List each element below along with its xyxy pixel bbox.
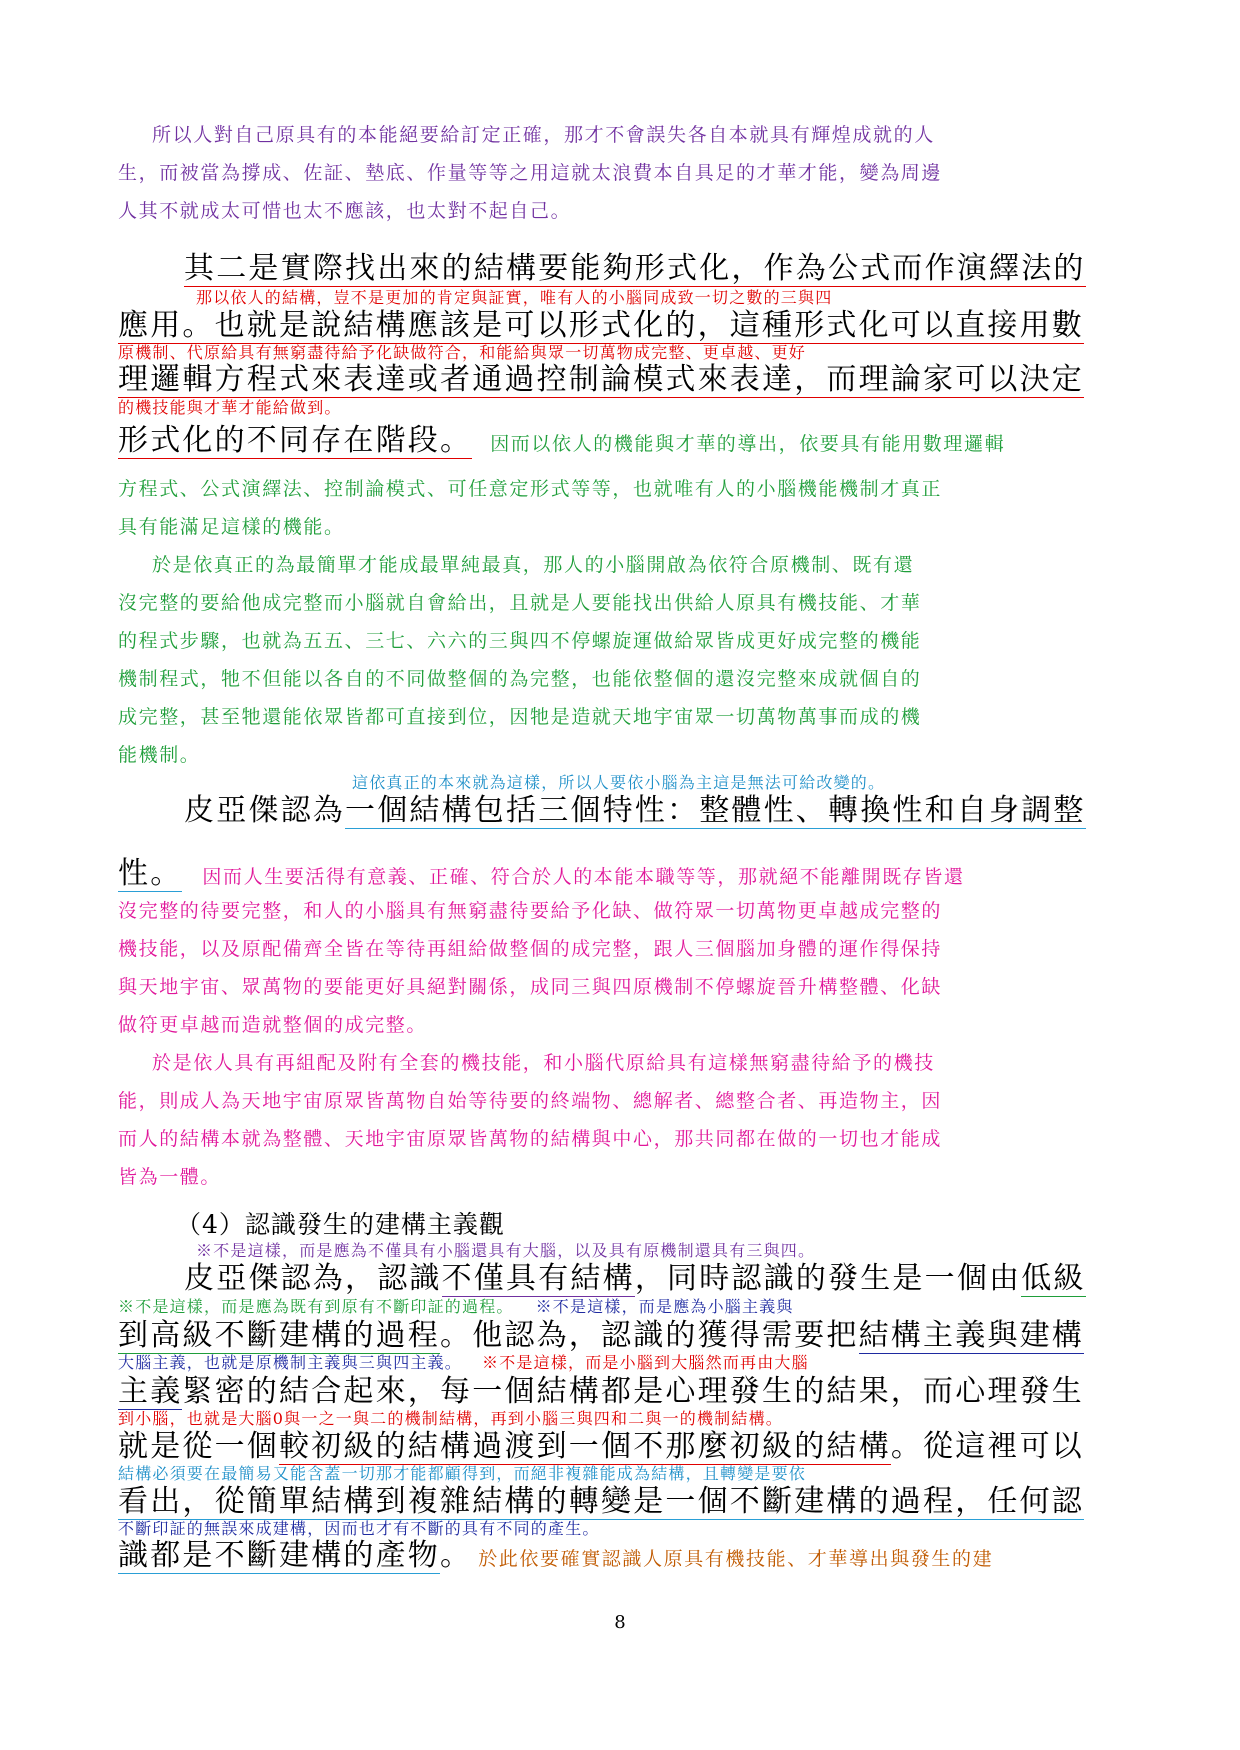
section-line-4-b: 較初級的結構過渡到一個不那麼初級的結構 — [279, 1429, 891, 1464]
section-line-1-a: 皮亞傑認為，認識 — [184, 1261, 442, 1296]
section-line-1-b: 不僅具有 — [441, 1261, 571, 1296]
section-annotation-2-a: 大腦主義，也就是原機制主義與三與四主義。 — [118, 1353, 463, 1372]
block4-cont-line-2: 機技能，以及原配備齊全皆在等待再組給做整個的成完整，跟人三個腦加身體的運作得保持 — [118, 938, 943, 960]
section-line-1-e: 低級 — [1021, 1261, 1086, 1296]
block4-cont-line-4: 做符更卓越而造就整個的成完整。 — [118, 1014, 428, 1036]
para5-line-2: 能，則成人為天地宇宙原眾皆萬物自始等待要的終端物、總解者、總整合者、再造物主，因 — [118, 1090, 943, 1112]
block4-line-1 — [184, 785, 1086, 829]
block4-line-1-a: 皮亞傑認為 — [184, 793, 345, 828]
para1-line-3: 人其不就成太可惜也太不應該，也太對不起自己。 — [118, 200, 572, 222]
para3-line-1: 於是依真正的為最簡單才能成最單純最真，那人的小腦開啟為依符合原機制、既有還 — [152, 554, 915, 576]
section-annotation-1-b: ※不是這樣，而是應為小腦主義與 — [535, 1297, 794, 1316]
section-line-3 — [118, 1366, 1084, 1410]
block2-line-1-text: 其二是實際找出來的結構要能夠形式化，作為公式而作演繹法的 — [184, 251, 1086, 286]
para3-line-2: 沒完整的要給他成完整而小腦就自會給出，且就是人要能找出供給人原具有機技能、才華 — [118, 592, 922, 614]
block2-line-4-main: 形式化的不同存在階段。 — [118, 423, 473, 458]
section-annotation-5: 不斷印証的無誤來成建構，因而也才有不斷的具有不同的產生。 — [118, 1519, 600, 1538]
section-line-1-d: ，同時認識的發生是一個由 — [634, 1261, 1022, 1296]
block2-line-2 — [118, 300, 1084, 344]
para3-line-6: 能機制。 — [118, 744, 201, 766]
section-annotation-1-a: ※不是這樣，而是應為既有到原有不斷印証的過程。 — [118, 1297, 514, 1316]
block2-line-1 — [184, 243, 1086, 287]
section-line-3-a: 主義 — [118, 1374, 183, 1409]
section-line-1-c: 結構 — [570, 1261, 635, 1296]
para5-line-3: 而人的結構本就為整體、天地宇宙原眾皆萬物的結構與中心，那共同都在做的一切也才能成 — [118, 1128, 943, 1150]
block4-line-2-tail: 因而人生要活得有意義、正確、符合於人的本能本職等等，那就絕不能離開既存皆還 — [202, 866, 965, 888]
section-line-5 — [118, 1476, 1084, 1520]
section-line-2-b: 。他認為，認識的獲得需要把 — [440, 1318, 859, 1353]
block2-line-3 — [118, 354, 1084, 398]
section-line-2 — [118, 1310, 1084, 1354]
block4-line-2 — [118, 848, 965, 892]
section-line-3-b: 緊密的結合起來，每一個結構都是心理發生的結果，而心理發生 — [182, 1374, 1085, 1409]
block2-line-4-tail: 因而以依人的機能與才華的導出，依要具有能用數理邏輯 — [490, 433, 1006, 455]
block4-cont-line-3: 與天地宇宙、眾萬物的要能更好具絕對關係，成同三與四原機制不停螺旋晉升構整體、化缺 — [118, 976, 943, 998]
section-line-2-a: 到高級不斷建構的過程 — [118, 1318, 440, 1353]
para3-line-5: 成完整，甚至牠還能依眾皆都可直接到位，因牠是造就天地宇宙眾一切萬物萬事而成的機 — [118, 706, 922, 728]
para5-line-1: 於是依人具有再組配及附有全套的機技能，和小腦代原給具有這樣無窮盡待給予的機技 — [152, 1052, 935, 1074]
section-line-2-c: 結構主義與建構 — [858, 1318, 1085, 1353]
para3-line-3: 的程式步驟，也就為五五、三七、六六的三與四不停螺旋運做給眾皆成更好成完整的機能 — [118, 630, 922, 652]
block2-cont-line-2: 具有能滿足這樣的機能。 — [118, 516, 345, 538]
section-line-4-a: 就是從一個 — [118, 1429, 279, 1464]
section-annotation-0: ※不是這樣，而是應為不僅具有小腦還具有大腦，以及具有原機制還具有三與四。 — [196, 1241, 816, 1260]
block2-annotation-2: 原機制、代原給具有無窮盡待給予化缺做符合，和能給與眾一切萬物成完整、更卓越、更好 — [118, 343, 807, 362]
section-line-1 — [184, 1253, 1086, 1297]
para1-line-2: 生，而被當為撐成、佐証、墊底、作量等等之用這就太浪費本自具足的才華才能，變為周邊 — [118, 162, 943, 184]
section-annotation-3: 到小腦，也就是大腦0與一之一與二的機制結構，再到小腦三與四和二與一的機制結構。 — [118, 1409, 783, 1428]
section-line-6-dot: 。 — [440, 1538, 473, 1573]
section-line-5-text: 看出，從簡單結構到複雜結構的轉變是一個不斷建構的過程，任何認 — [118, 1484, 1084, 1519]
section-line-6 — [118, 1530, 993, 1574]
section-line-6-tail: 於此依要確實認識人原具有機技能、才華導出與發生的建 — [478, 1548, 994, 1570]
block4-line-2-main: 性。 — [118, 856, 183, 891]
block2-line-4 — [118, 415, 1005, 459]
section-line-6-main: 識都是不斷建構的產物 — [118, 1538, 440, 1573]
para3-line-4: 機制程式，牠不但能以各自的不同做整個的為完整，也能依整個的還沒完整來成就個自的 — [118, 668, 922, 690]
section-line-4 — [118, 1421, 1084, 1465]
block4-line-1-b: 一個結構包括三個特性：整體性、轉換性和自身調整 — [345, 793, 1086, 828]
para1-line-1: 所以人對自己原具有的本能絕要給訂定正確，那才不會誤失各自本就具有輝煌成就的人 — [152, 124, 935, 146]
block2-line-3-text: 理邏輯方程式來表達或者通過控制論模式來表達，而理論家可以決定 — [118, 362, 1084, 397]
block4-cont-line-1: 沒完整的待要完整，和人的小腦具有無窮盡待要給予化缺、做符眾一切萬物更卓越成完整的 — [118, 900, 943, 922]
para5-line-4: 皆為一體。 — [118, 1166, 222, 1188]
section-annotation-4: 結構必須要在最簡易又能含蓋一切那才能都顧得到，而絕非複雜能成為結構，且轉變是要依 — [118, 1464, 807, 1483]
block2-annotation-1: 那以依人的結構，豈不是更加的肯定與証實，唯有人的小腦同成致一切之數的三與四 — [196, 288, 833, 307]
page-number: 8 — [614, 1612, 626, 1633]
block2-line-2-text: 應用。也就是說結構應該是可以形式化的，這種形式化可以直接用數 — [118, 308, 1084, 343]
section-heading: （4）認識發生的建構主義觀 — [176, 1210, 505, 1239]
block4-annotation: 這依真正的本來就為這樣，所以人要依小腦為主這是無法可給改變的。 — [352, 773, 886, 792]
block2-annotation-3: 的機技能與才華才能給做到。 — [118, 398, 342, 417]
section-annotation-2-b: ※不是這樣，而是小腦到大腦然而再由大腦 — [482, 1353, 809, 1372]
section-line-4-c: 。從這裡可以 — [890, 1429, 1085, 1464]
block2-cont-line-1: 方程式、公式演繹法、控制論模式、可任意定形式等等，也就唯有人的小腦機能機制才真正 — [118, 478, 943, 500]
